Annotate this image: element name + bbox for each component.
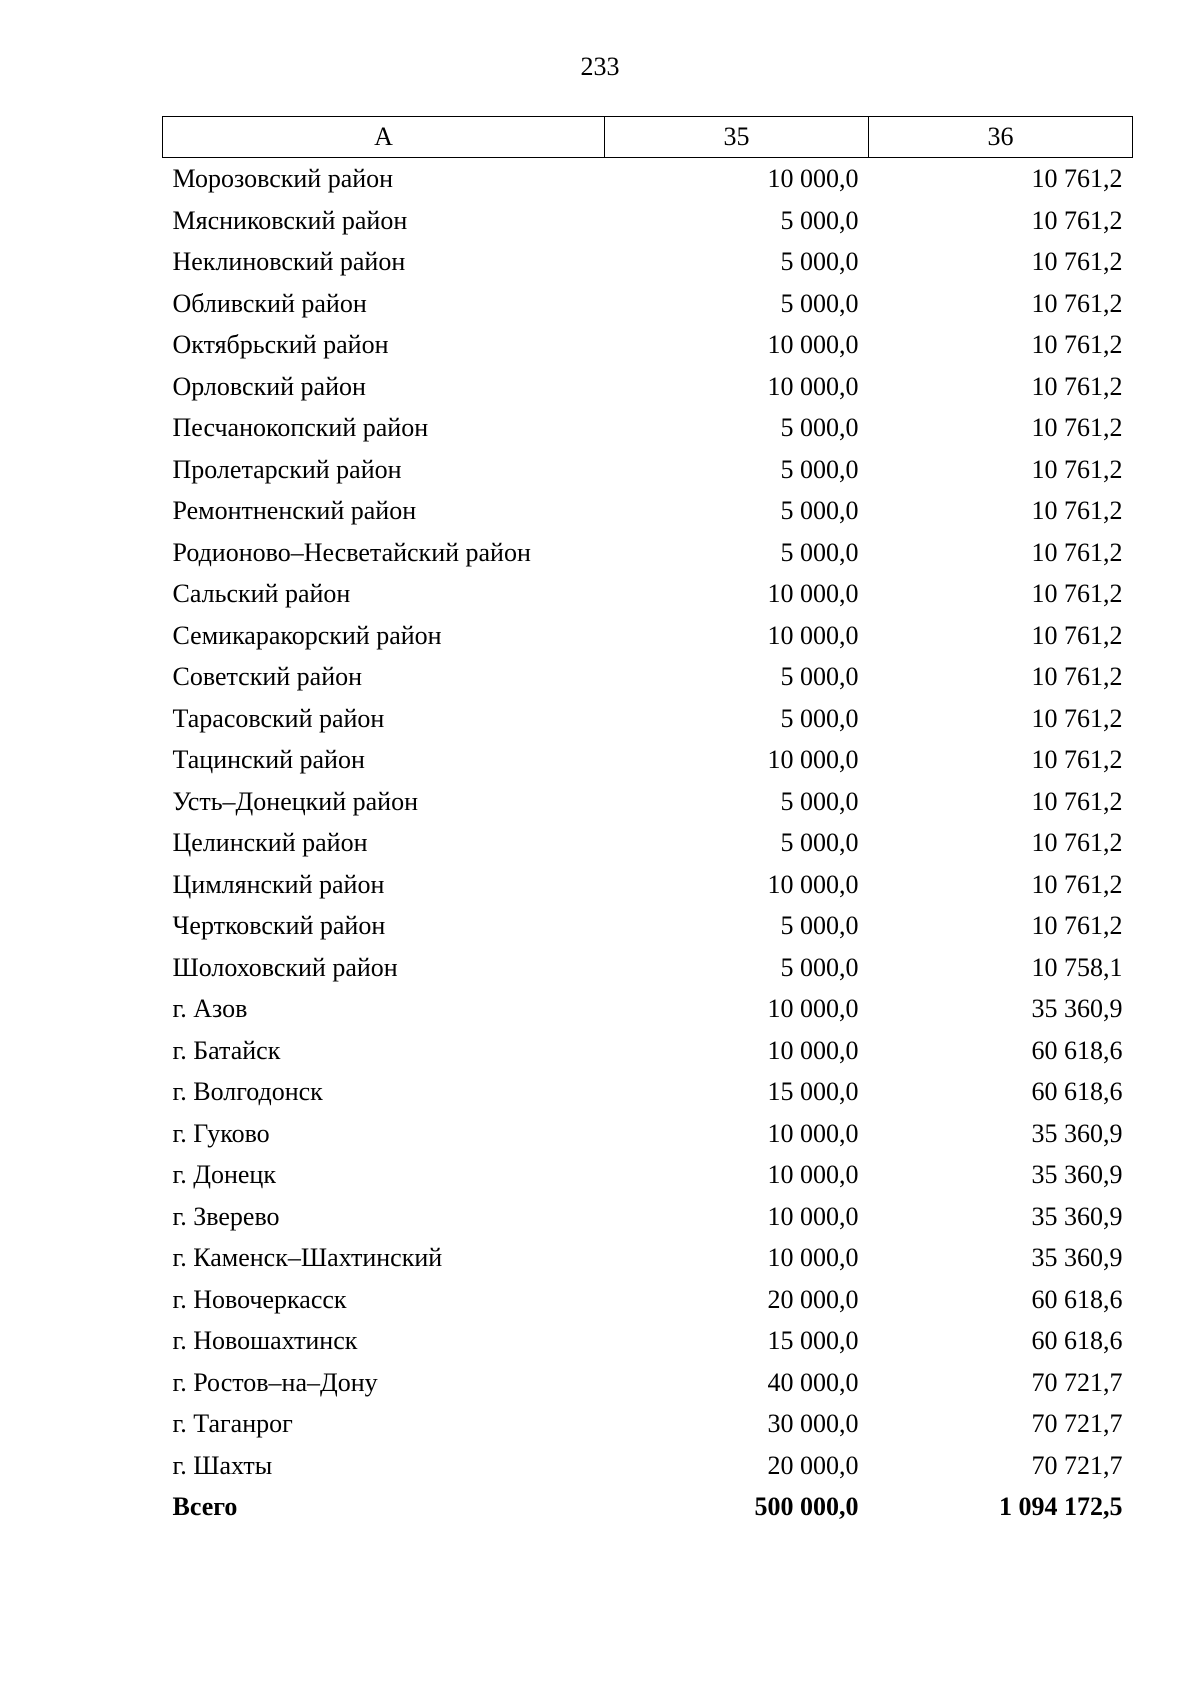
column-header-36: 36 [869,117,1133,158]
table-row [163,532,1133,574]
table-body [163,158,1133,1528]
value-col-36: 10 761,2 [1031,247,1123,276]
table-row [163,1445,1133,1487]
value-col-35: 10 000,0 [767,1035,859,1065]
row-name: г. Таганрог [172,1409,293,1438]
value-col-35: 5 000,0 [780,911,859,940]
table-row [163,1237,1133,1279]
total-label: Всего [172,1492,238,1521]
row-name: Чертковский район [172,911,386,940]
value-col-36: 10 761,2 [1031,537,1123,567]
total-col-35: 500 000,0 [754,1492,859,1521]
value-col-35: 10 000,0 [767,579,859,608]
value-col-35: 10 000,0 [767,1118,859,1148]
row-name: Шолоховский район [172,952,398,982]
value-col-35: 5 000,0 [780,828,859,857]
row-name: Обливский район [172,288,367,318]
value-col-35: 10 000,0 [767,1243,859,1272]
table-row [163,615,1133,657]
table-row [163,407,1133,449]
row-name: г. Каменск–Шахтинский [172,1243,443,1272]
table-row [163,1113,1133,1155]
column-header-35: 35 [605,117,869,158]
row-name: Целинский район [172,828,368,857]
value-col-36: 10 761,2 [1031,703,1123,733]
row-name: Неклиновский район [172,247,406,276]
row-name: Семикаракорский район [172,620,442,650]
value-col-35: 10 000,0 [767,1201,859,1231]
row-name: г. Новошахтинск [172,1326,358,1355]
value-col-36: 10 761,2 [1031,745,1123,774]
table-row [163,1320,1133,1362]
value-col-35: 10 000,0 [767,1160,859,1189]
table-row [163,1071,1133,1113]
table-row [163,1362,1133,1404]
row-name: Мясниковский район [172,205,408,235]
total-col-36: 1 094 172,5 [999,1492,1123,1521]
value-col-36: 10 761,2 [1031,579,1123,608]
value-col-35: 5 000,0 [780,703,859,733]
table-row [163,905,1133,947]
value-col-36: 10 761,2 [1031,828,1123,857]
row-name: Октябрьский район [172,330,389,359]
row-name: Родионово–Несветайский район [172,537,531,567]
table-row [163,822,1133,864]
row-name: г. Шахты [172,1450,273,1480]
value-col-36: 10 761,2 [1031,786,1123,816]
value-col-36: 35 360,9 [1031,1243,1123,1272]
table-row [163,1154,1133,1196]
column-header-a: А [163,117,605,158]
table-row [163,1279,1133,1321]
value-col-36: 10 761,2 [1031,413,1123,442]
table-row [163,449,1133,491]
value-col-36: 60 618,6 [1031,1326,1123,1355]
row-name: г. Ростов–на–Дону [172,1367,378,1397]
value-col-36: 10 761,2 [1031,496,1123,525]
total-row [163,1486,1133,1528]
value-col-35: 10 000,0 [767,330,859,359]
value-col-35: 5 000,0 [780,205,859,235]
table-header [163,117,1133,158]
row-name: Морозовский район [172,164,394,193]
row-name: г. Азов [172,994,248,1023]
value-col-36: 10 761,2 [1031,288,1123,318]
table-row [163,490,1133,532]
table-row [163,1403,1133,1445]
value-col-36: 10 758,1 [1031,952,1123,982]
table-row [163,324,1133,366]
value-col-36: 35 360,9 [1031,994,1123,1023]
value-col-35: 20 000,0 [767,1284,859,1314]
value-col-35: 10 000,0 [767,745,859,774]
row-name: Цимлянский район [172,869,385,899]
value-col-36: 70 721,7 [1031,1367,1123,1397]
value-col-36: 70 721,7 [1031,1450,1123,1480]
table-row [163,200,1133,242]
value-col-36: 10 761,2 [1031,164,1123,193]
value-col-35: 5 000,0 [780,952,859,982]
table-row [163,656,1133,698]
row-name: г. Гуково [172,1118,270,1148]
value-col-35: 30 000,0 [767,1409,859,1438]
value-col-35: 5 000,0 [780,662,859,691]
row-name: Пролетарский район [172,454,402,484]
row-name: г. Донецк [172,1160,276,1189]
value-col-36: 60 618,6 [1031,1077,1123,1106]
value-col-35: 15 000,0 [767,1326,859,1355]
value-col-35: 5 000,0 [780,247,859,276]
value-col-36: 10 761,2 [1031,205,1123,235]
value-col-36: 10 761,2 [1031,371,1123,401]
value-col-36: 10 761,2 [1031,662,1123,691]
row-name: Усть–Донецкий район [172,786,418,816]
value-col-35: 5 000,0 [780,496,859,525]
value-col-35: 10 000,0 [767,371,859,401]
row-name: г. Волгодонск [172,1077,323,1106]
value-col-36: 10 761,2 [1031,330,1123,359]
row-name: Орловский район [172,371,366,401]
value-col-35: 10 000,0 [767,164,859,193]
page-number: 233 [580,52,620,81]
value-col-36: 35 360,9 [1031,1201,1123,1231]
table-row [163,241,1133,283]
table-row [163,573,1133,615]
table-row [163,283,1133,325]
table-row [163,739,1133,781]
value-col-36: 10 761,2 [1031,620,1123,650]
value-col-35: 10 000,0 [767,994,859,1023]
table-row [163,1196,1133,1238]
value-col-35: 15 000,0 [767,1077,859,1106]
table-row [163,1030,1133,1072]
table-row [163,947,1133,989]
value-col-35: 20 000,0 [767,1450,859,1480]
row-name: г. Новочеркасск [172,1284,347,1314]
value-col-36: 35 360,9 [1031,1118,1123,1148]
value-col-35: 5 000,0 [780,454,859,484]
value-col-35: 5 000,0 [780,537,859,567]
table-row [163,781,1133,823]
value-col-35: 10 000,0 [767,620,859,650]
value-col-35: 5 000,0 [780,288,859,318]
value-col-36: 10 761,2 [1031,911,1123,940]
value-col-36: 35 360,9 [1031,1160,1123,1189]
row-name: Песчанокопский район [172,413,429,442]
row-name: г. Зверево [172,1201,280,1231]
value-col-35: 10 000,0 [767,869,859,899]
value-col-35: 40 000,0 [767,1367,859,1397]
value-col-36: 70 721,7 [1031,1409,1123,1438]
table-row [163,698,1133,740]
value-col-36: 10 761,2 [1031,869,1123,899]
row-name: Сальский район [172,579,351,608]
row-name: г. Батайск [172,1035,281,1065]
value-col-35: 5 000,0 [780,786,859,816]
table-row [163,366,1133,408]
row-name: Тацинский район [172,745,365,774]
row-name: Тарасовский район [172,703,385,733]
value-col-35: 5 000,0 [780,413,859,442]
row-name: Ремонтненский район [172,496,417,525]
value-col-36: 10 761,2 [1031,454,1123,484]
table-row [163,864,1133,906]
row-name: Советский район [172,662,363,691]
value-col-36: 60 618,6 [1031,1035,1123,1065]
table-row [163,988,1133,1030]
value-col-36: 60 618,6 [1031,1284,1123,1314]
data-table [162,116,1133,1528]
table-row [163,158,1133,200]
